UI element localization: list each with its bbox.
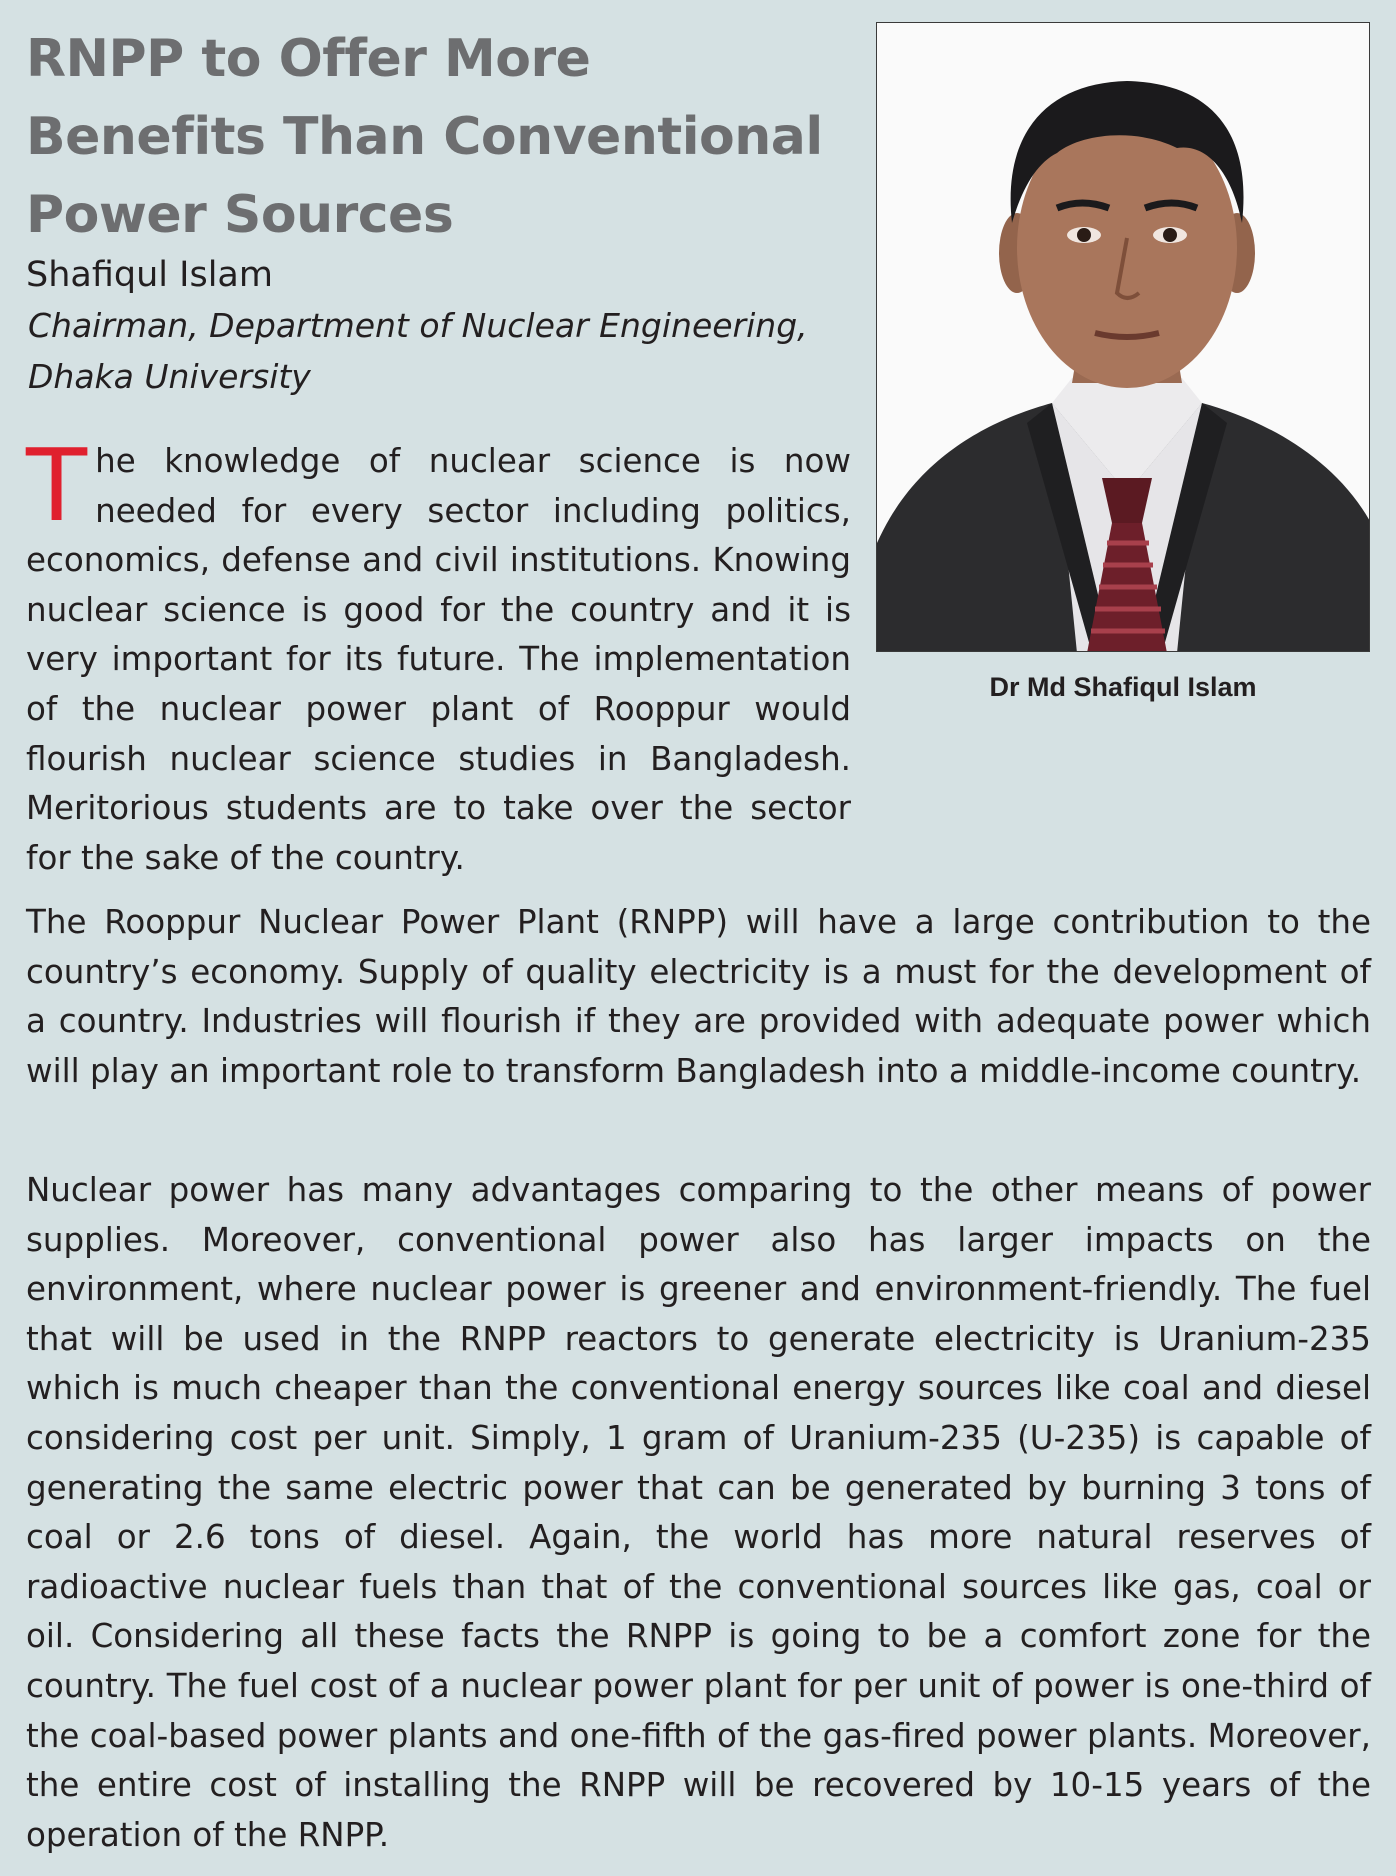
author-name: Shafiqul Islam [26,255,273,295]
paragraph-2: The Rooppur Nuclear Power Plant (RNPP) will have a large contribution to the country’s economy. Supply of quality electricity is a must for the development of a country. Industries will flourish if they are provided with adequate power which will play an important role to transform Bangladesh into a middle-income country. [26,903,1371,1090]
photo-caption: Dr Md Shafiqul Islam [989,672,1257,702]
drop-cap: T [26,427,88,544]
photo-wrap-spacer [851,437,1371,797]
paragraph-1 [26,427,1371,883]
paragraph-1-text: he knowledge of nuclear science is now needed for every sector including politics, economics, defense and civil institutions. Knowing nuclear science is good for the country and it is very important for its future. The implementation of the nuclear power plant of Rooppur would flourish nuclear science studies in Bangladesh. Meritorious students are to take over the sector for the sake of the country. [26,442,851,877]
article-title: RNPP to Offer More Benefits Than Conventional Power Sources [26,29,823,245]
author-affiliation: Chairman, Department of Nuclear Engineering, Dhaka University [28,306,808,396]
paragraph-3: Nuclear power has many advantages comparing to the other means of power supplies. Moreover, conventional power also has larger impacts on the environment, where nuclear power is greener and environment-friendly. The fuel that will be used in the RNPP reactors to generate electricity is Uranium-235 which is much cheaper than the conventional energy sources like coal and diesel considering cost per unit. Simply, 1 gram of Uranium-235 (U-235) is capable of generating the same electric power that can be generated by burning 3 tons of coal or 2.6 tons of diesel. Again, the world has more natural reserves of radioactive nuclear fuels than that of the conventional sources like gas, coal or oil. Considering all these facts the RNPP is going to be a comfort zone for the country. The fuel cost of a nuclear power plant for per unit of power is one-third of the coal-based power plants and one-fifth of the gas-fired power plants. Moreover, the entire cost of installing the RNPP will be recovered by 10-15 years of the operation of the RNPP. [26,1171,1371,1854]
